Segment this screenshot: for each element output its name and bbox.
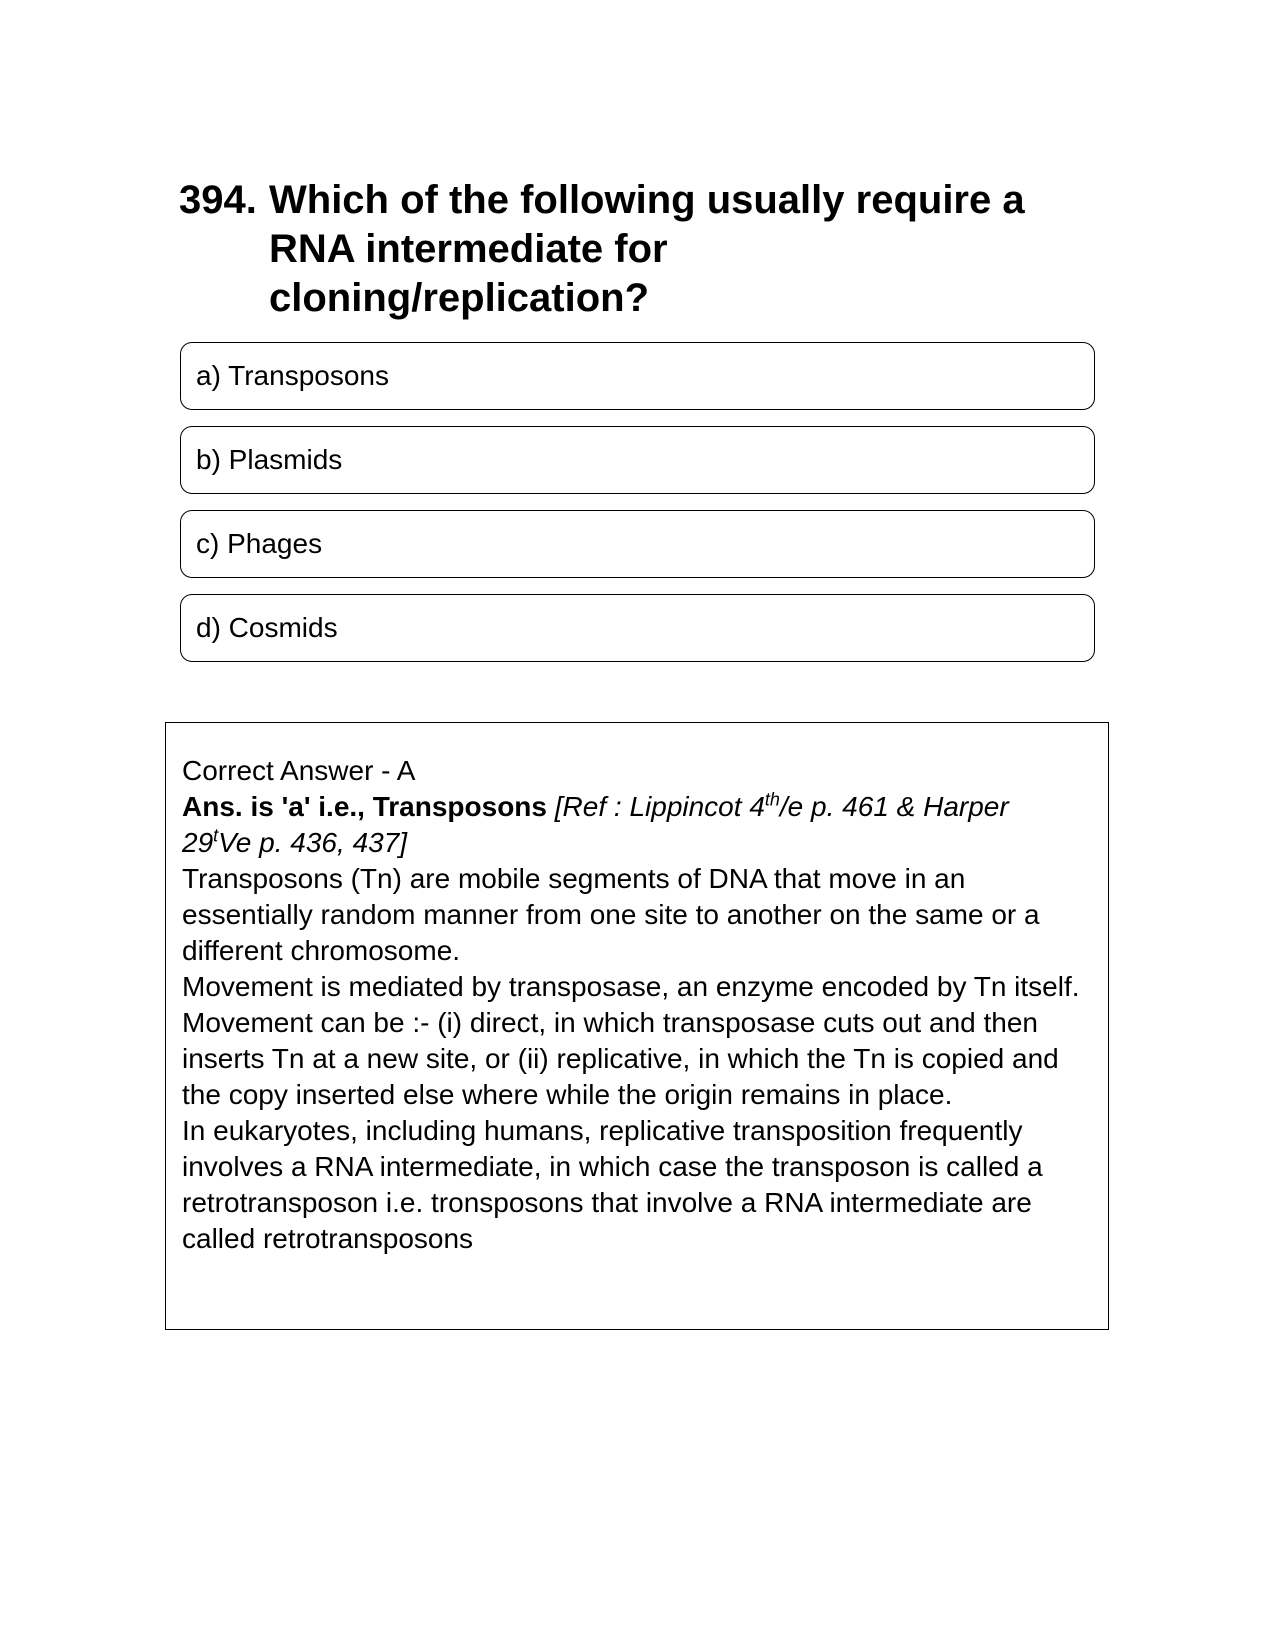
explanation-paragraph-1: Transposons (Tn) are mobile segments of DNA that move in an essentially random manner from one site to another on the same or a different chromosome. (182, 863, 1040, 966)
answer-explanation-box (165, 722, 1109, 1330)
option-d[interactable]: d) Cosmids (180, 594, 1095, 662)
option-b[interactable]: b) Plasmids (180, 426, 1095, 494)
reference-citation: [Ref : Lippincot 4th/e p. 461 & Harper 29$^t$Ve p. 436, 437] (182, 789, 1009, 858)
correct-answer-line: Correct Answer - A (182, 755, 416, 786)
explanation-paragraph-2: Movement is mediated by transposase, an enzyme encoded by Tn itself. Movement can be :- (i) direct, in which transposase cuts out and then inserts Tn at a new site, or (ii) replicative, in which the Tn is copied and the copy inserted else where while the origin remains in place. (182, 971, 1080, 1110)
question-text: Which of the following usually require a RNA intermediate for cloning/replication? (269, 178, 1025, 320)
option-c[interactable]: c) Phages (180, 510, 1095, 578)
question-heading (179, 176, 1079, 323)
question-number: 394. (179, 178, 257, 222)
option-a[interactable]: a) Transposons (180, 342, 1095, 410)
options-list (180, 342, 1095, 678)
answer-reference-line (182, 789, 1093, 861)
explanation-paragraph-3: In eukaryotes, including humans, replicative transposition frequently involves a RNA intermediate, in which case the transposon is called a retrotransposon i.e. tronsposons that involve a RNA intermediate are called retrotransposons (182, 1115, 1043, 1254)
answer-statement: Ans. is 'a' i.e., Transposons (182, 791, 547, 822)
